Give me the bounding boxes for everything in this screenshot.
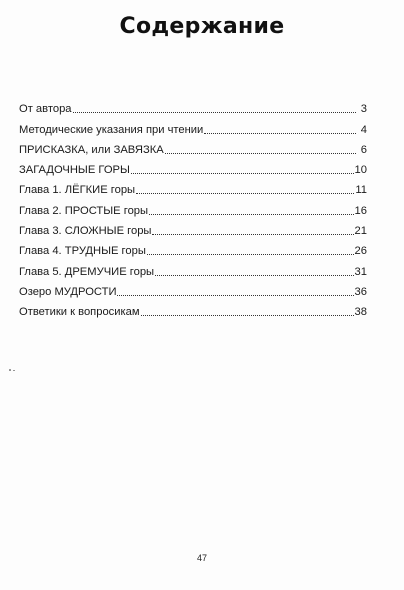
toc-entry-label: Глава 3. СЛОЖНЫЕ горы: [19, 225, 152, 238]
toc-entry-label: Глава 4. ТРУДНЫЕ горы: [19, 245, 146, 258]
dot-leader: [149, 214, 353, 215]
toc-entry-label: ПРИСКАЗКА, или ЗАВЯЗКА: [19, 143, 164, 156]
toc-entry-page: 21: [354, 225, 367, 238]
dot-leader: [204, 133, 356, 134]
toc-entry-4: [19, 157, 367, 177]
toc-entry-2: [19, 116, 367, 136]
toc-entry-11: [19, 299, 367, 319]
toc-entry-10: [19, 279, 367, 299]
toc-entry-page: 31: [354, 265, 367, 278]
toc-entry-8: [19, 238, 367, 258]
toc-entry-1: [19, 96, 367, 116]
page-title: Содержание: [119, 14, 285, 39]
toc-entry-label: Озеро МУДРОСТИ: [19, 285, 117, 298]
dot-leader: [152, 234, 353, 235]
dot-leader: [136, 193, 354, 194]
toc-entry-label: От автора: [19, 103, 72, 116]
dot-leader: [131, 173, 354, 174]
toc-entry-page: 3: [360, 103, 367, 116]
dot-leader: [73, 112, 356, 113]
paper-speck: [9, 369, 17, 371]
toc-entry-page: 36: [354, 285, 367, 298]
toc-entry-label: Глава 1. ЛЁГКИЕ горы: [19, 184, 136, 197]
toc-entry-page: 26: [354, 245, 367, 258]
toc-entry-label: ЗАГАДОЧНЫЕ ГОРЫ: [19, 164, 130, 177]
dot-leader: [141, 315, 354, 316]
toc-entry-page: 6: [360, 143, 367, 156]
toc-entry-9: [19, 258, 367, 278]
toc-entry-label: Ответики к вопросикам: [19, 306, 140, 319]
toc-entry-7: [19, 218, 367, 238]
toc-entry-6: [19, 197, 367, 217]
toc-entry-label: Глава 2. ПРОСТЫЕ горы: [19, 204, 149, 217]
dot-leader: [147, 254, 354, 255]
dot-leader: [155, 275, 353, 276]
toc-entry-page: 4: [360, 123, 367, 136]
toc-entry-page: 10: [354, 164, 367, 177]
dot-leader: [117, 295, 353, 296]
toc-entry-label: Глава 5. ДРЕМУЧИЕ горы: [19, 265, 155, 278]
page-number: 47: [196, 553, 207, 563]
table-of-contents: [19, 96, 367, 319]
toc-entry-3: [19, 137, 367, 157]
toc-entry-page: 11: [355, 184, 367, 197]
toc-entry-label: Методические указания при чтении: [19, 123, 204, 136]
dot-leader: [165, 153, 356, 154]
toc-entry-page: 16: [354, 204, 367, 217]
toc-entry-5: [19, 177, 367, 197]
toc-entry-page: 38: [354, 306, 367, 319]
